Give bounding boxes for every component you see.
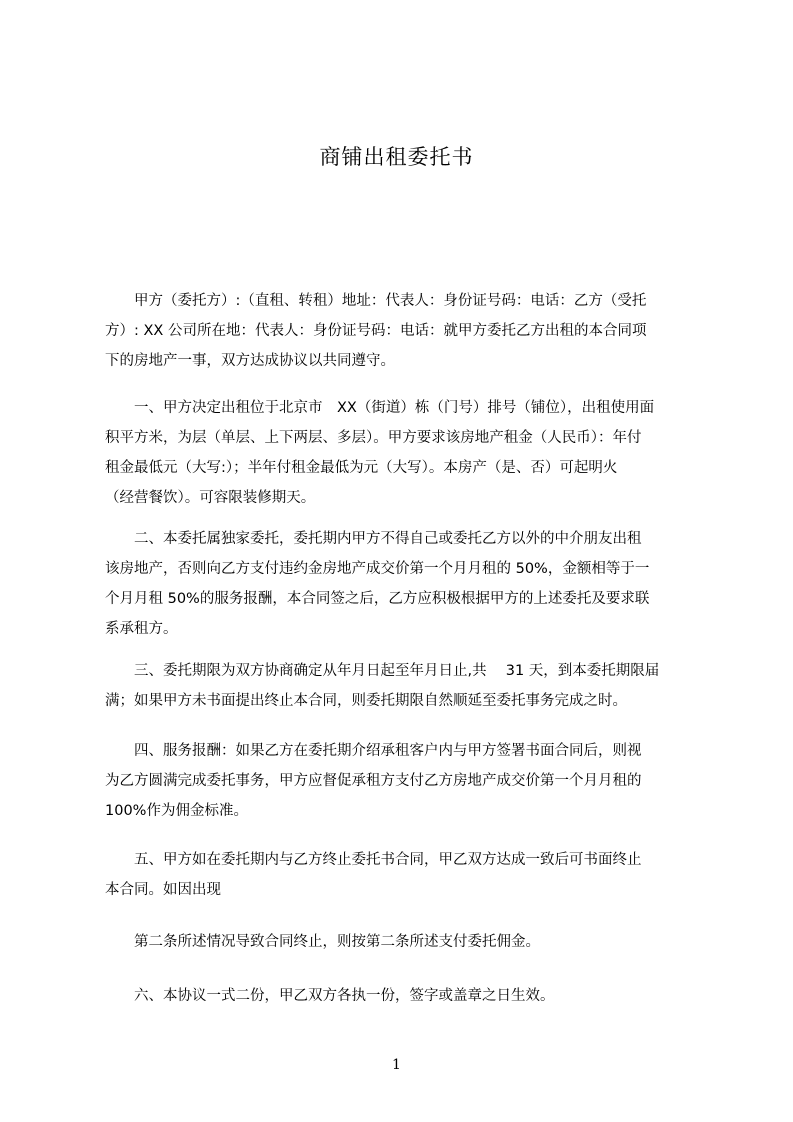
paragraph-clause-2 <box>105 524 705 644</box>
paragraph-clause-1 <box>105 393 705 513</box>
text-line: 四、服务报酬：如果乙方在委托期介绍承租客户内与甲方签署书面合同后，则视 <box>134 743 642 759</box>
page-number: 1 <box>392 1057 401 1073</box>
paragraph-clause-5-continued <box>105 927 705 957</box>
text-line: 本合同。如因出现 <box>105 882 221 898</box>
text-line: （经营餐饮）。可容限装修期天。 <box>105 490 316 506</box>
paragraph-clause-3 <box>105 656 705 716</box>
text-line: 个月月租 50%的服务报酬，本合同签之后，乙方应积极根据甲方的上述委托及要求联 <box>105 591 650 607</box>
text-line: 一、甲方决定出租位于北京市 XX（街道）栋（门号）排号（铺位），出租使用面 <box>134 400 655 416</box>
text-line: 为乙方圆满完成委托事务，甲方应督促承租方支付乙方房地产成交价第一个月月租的 <box>105 773 642 789</box>
paragraph-clause-4 <box>105 736 705 826</box>
text-line: 满；如果甲方未书面提出终止本合同，则委托期限自然顺延至委托事务完成之时。 <box>105 693 627 709</box>
text-line: 租金最低元（大写:）；半年付租金最低为元（大写）。本房产（是、否）可起明火 <box>105 460 618 476</box>
text-line: 100%作为佣金标准。 <box>105 803 248 819</box>
text-line: 五、甲方如在委托期内与乙方终止委托书合同，甲乙双方达成一致后可书面终止 <box>134 852 642 868</box>
paragraph-clause-6 <box>105 981 705 1011</box>
text-line: 第二条所述情况导致合同终止，则按第二条所述支付委托佣金。 <box>134 934 540 950</box>
paragraph-clause-5 <box>105 845 705 905</box>
text-line: 三、委托期限为双方协商确定从年月日起至年月日止,共 31 天，到本委托期限届 <box>134 663 660 679</box>
text-line: 二、本委托属独家委托，委托期内甲方不得自己或委托乙方以外的中介朋友出租 <box>134 531 642 547</box>
text-line: 甲方（委托方）:（直租、转租）地址：代表人：身份证号码：电话：乙方（受托 <box>134 293 647 309</box>
paragraph-parties <box>105 286 705 376</box>
text-line: 方）: XX 公司所在地：代表人：身份证号码：电话：就甲方委托乙方出租的本合同项 <box>105 323 647 339</box>
text-line: 该房地产，否则向乙方支付违约金房地产成交价第一个月月租的 50%，金额相等于一 <box>105 561 650 577</box>
text-line: 下的房地产一事，双方达成协议以共同遵守。 <box>105 353 395 369</box>
text-line: 六、本协议一式二份，甲乙双方各执一份，签字或盖章之日生效。 <box>134 988 555 1004</box>
text-line: 积平方米，为层（单层、上下两层、多层）。甲方要求该房地产租金（人民币）：年付 <box>105 430 642 446</box>
document-title: 商铺出租委托书 <box>319 145 474 169</box>
text-line: 系承租方。 <box>105 621 178 637</box>
